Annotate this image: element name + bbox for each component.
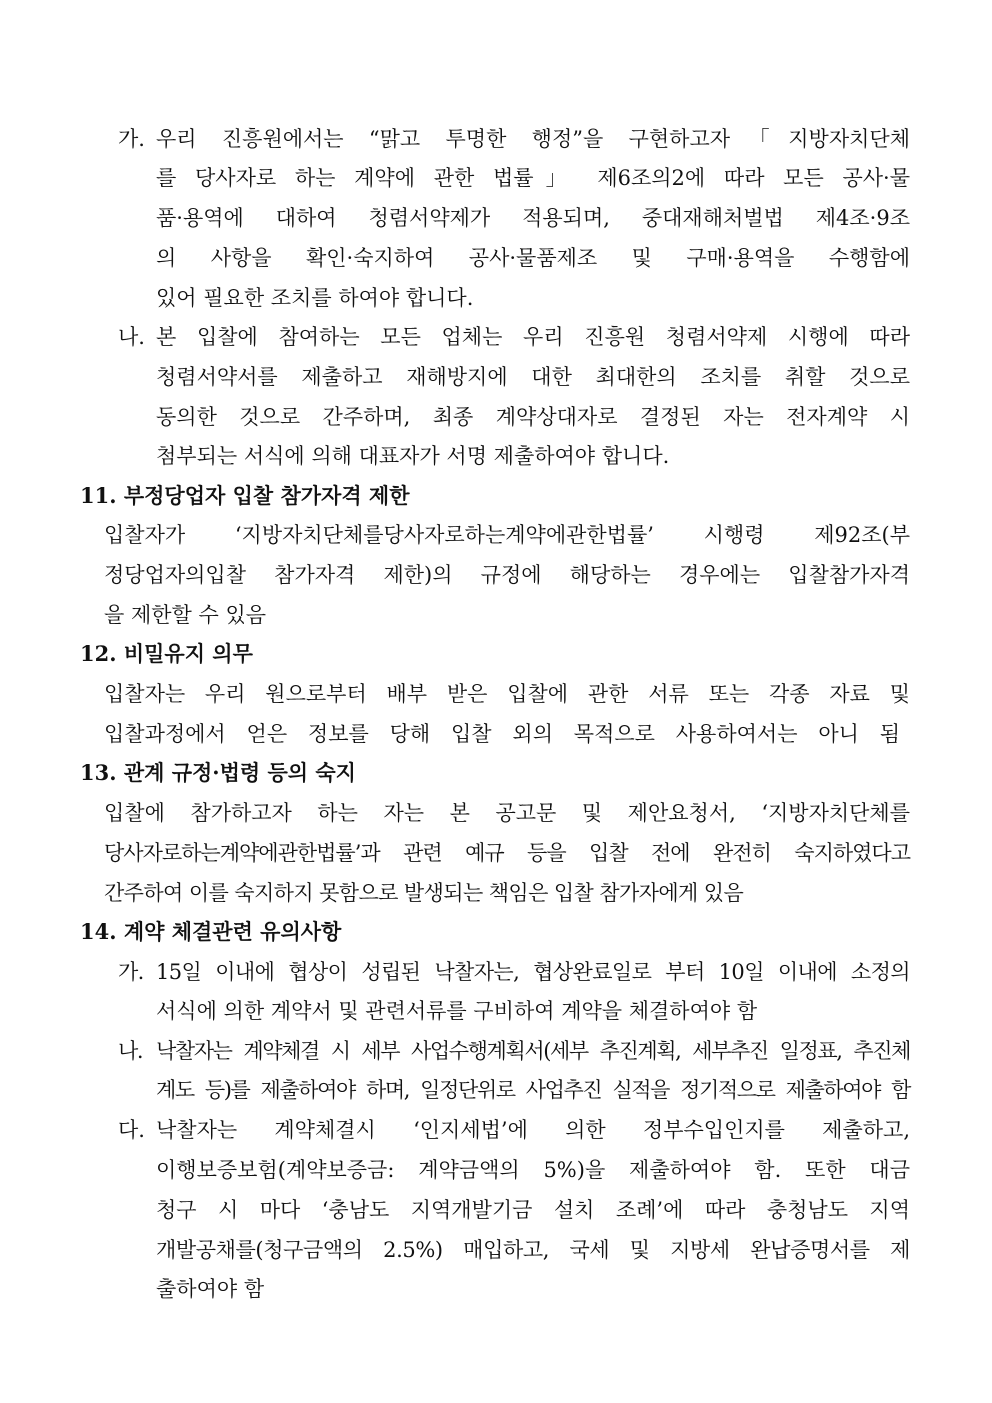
paragraph-line: 입찰자가 ‘지방자치단체를당사자로하는계약에관한법률’ 시행령 제92조(부: [104, 523, 910, 547]
item-text-line: 동의한 것으로 간주하며, 최종 계약상대자로 결정된 자는 전자계약 시: [156, 405, 910, 429]
paragraph-line: 입찰에 참가하고자 하는 자는 본 공고문 및 제안요청서, ‘지방자치단체를: [104, 801, 910, 825]
section-heading: 11. 부정당업자 입찰 참가자격 제한: [80, 483, 410, 508]
paragraph-line: 간주하여 이를 숙지하지 못함으로 발생되는 책임은 입찰 참가자에게 있음: [104, 881, 744, 905]
item-marker: 나.: [118, 325, 145, 349]
item-text-line: 이행보증보험(계약보증금: 계약금액의 5%)을 제출하여야 함. 또한 대금: [156, 1158, 910, 1182]
item-text-line: 의 사항을 확인·숙지하여 공사·물품제조 및 구매·용역을 수행함에: [156, 246, 910, 270]
section-heading: 14. 계약 체결관련 유의사항: [80, 919, 342, 944]
paragraph-line: 입찰과정에서 얻은 정보를 당해 입찰 외의 목적으로 사용하여서는 아니 됨: [104, 722, 900, 746]
paragraph-line: 입찰자는 우리 원으로부터 배부 받은 입찰에 관한 서류 또는 각종 자료 및: [104, 682, 910, 706]
item-marker: 나.: [118, 1039, 143, 1063]
item-text-line: 청렴서약서를 제출하고 재해방지에 대한 최대한의 조치를 취할 것으로: [156, 365, 910, 389]
item-text-line: 본 입찰에 참여하는 모든 업체는 우리 진흥원 청렴서약제 시행에 따라: [156, 325, 910, 349]
item-text-line: 를 당사자로 하는 계약에 관한 법률」 제6조의2에 따라 모든 공사·물: [156, 166, 910, 190]
item-marker: 가.: [118, 960, 144, 984]
item-text-line: 품·용역에 대하여 청렴서약제가 적용되며, 중대재해처벌법 제4조·9조: [156, 206, 911, 230]
paragraph-line: 정당업자의입찰 참가자격 제한)의 규정에 해당하는 경우에는 입찰참가자격: [104, 563, 910, 587]
section-heading: 13. 관계 규정·법령 등의 숙지: [80, 760, 356, 785]
item-text-line: 낙찰자는 계약체결 시 세부 사업수행계획서(세부 추진계획, 세부추진 일정표, 추진체: [156, 1039, 910, 1063]
item-text-line: 15일 이내에 협상이 성립된 낙찰자는, 협상완료일로 부터 10일 이내에 소정의: [156, 960, 910, 984]
paragraph-line: 을 제한할 수 있음: [104, 603, 267, 627]
item-text-line: 우리 진흥원에서는 “맑고 투명한 행정”을 구현하고자「지방자치단체: [156, 127, 910, 151]
item-text-line: 낙찰자는 계약체결시 ‘인지세법’에 의한 정부수입인지를 제출하고,: [156, 1118, 910, 1142]
item-marker: 다.: [118, 1118, 145, 1142]
section-heading: 12. 비밀유지 의무: [80, 641, 253, 666]
item-text-line: 계도 등)를 제출하여야 하며, 일정단위로 사업추진 실적을 정기적으로 제출하여야 함: [156, 1078, 910, 1102]
item-text-line: 첨부되는 서식에 의해 대표자가 서명 제출하여야 합니다.: [156, 444, 670, 468]
item-text-line: 서식에 의한 계약서 및 관련서류를 구비하여 계약을 체결하여야 함: [156, 999, 758, 1023]
item-marker: 가.: [118, 127, 145, 151]
item-text-line: 출하여야 함: [156, 1277, 265, 1301]
paragraph-line: 당사자로하는계약에관한법률’과 관련 예규 등을 입찰 전에 완전히 숙지하였다고: [104, 841, 910, 865]
item-text-line: 청구 시 마다 ‘충남도 지역개발기금 설치 조례’에 따라 충청남도 지역: [156, 1198, 910, 1222]
item-text-line: 개발공채를(청구금액의 2.5%) 매입하고, 국세 및 지방세 완납증명서를 제: [156, 1238, 910, 1262]
item-text-line: 있어 필요한 조치를 하여야 합니다.: [156, 286, 474, 310]
